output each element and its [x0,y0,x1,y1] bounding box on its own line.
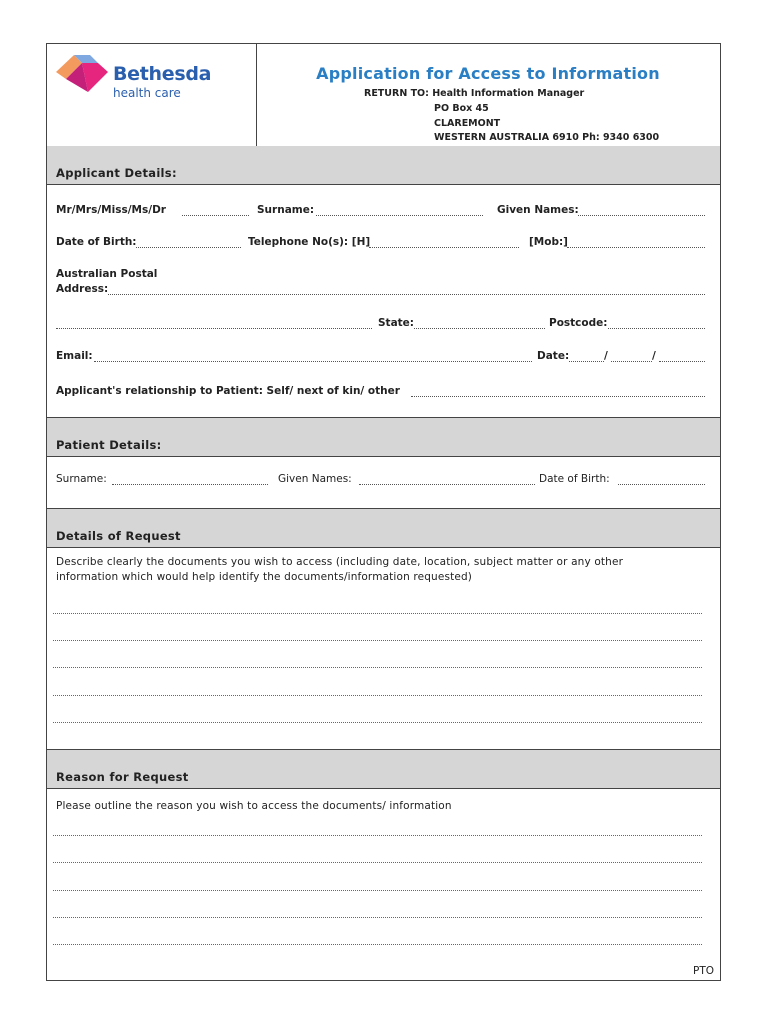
postcode-field[interactable] [608,317,705,329]
date-slash-2: / [652,350,656,362]
given-names-field[interactable] [578,204,705,216]
request-section-header [47,509,720,548]
request-line-4[interactable] [53,694,702,696]
request-line-1[interactable] [53,612,702,614]
date-slash-1: / [604,350,608,362]
request-line-2[interactable] [53,639,702,641]
dob-label: Date of Birth: [56,236,137,248]
relationship-label: Applicant's relationship to Patient: Self/ next of kin/ other [56,385,400,397]
dob-field[interactable] [136,236,241,248]
email-date-row [56,350,704,364]
date-day-field[interactable] [569,350,604,362]
state-phone-line: WESTERN AUSTRALIA 6910 Ph: 9340 6300 [434,132,660,143]
postal-address-line-2-field[interactable] [56,317,372,329]
patient-dob-field[interactable] [618,473,705,485]
patient-surname-field[interactable] [112,473,268,485]
reason-section-header [47,750,720,789]
request-instructions-line-2: information which would help identify the documents/information requested) [56,571,473,583]
postal-label-1: Australian Postal [56,268,158,280]
patient-given-names-field[interactable] [359,473,535,485]
reason-line-4[interactable] [53,916,702,918]
pto-label: PTO [692,965,714,977]
request-section-title: Details of Request [56,529,181,543]
logo-subtitle: health care [113,86,181,100]
applicant-section-header [47,146,720,185]
date-label: Date: [537,350,570,362]
mobile-field[interactable] [567,236,705,248]
state-postcode-row [56,317,704,331]
request-line-5[interactable] [53,721,702,723]
reason-line-2[interactable] [53,861,702,863]
postal-address-field[interactable] [108,283,705,295]
application-form [46,43,721,981]
reason-instructions: Please outline the reason you wish to access the documents/ information [56,800,452,812]
relationship-field[interactable] [411,385,705,397]
request-instructions [56,555,623,585]
telephone-home-field[interactable] [369,236,519,248]
form-title: Application for Access to Information [316,64,660,83]
logo-cell [47,44,257,146]
applicant-name-row [56,204,704,218]
patient-given-names-label: Given Names: [278,473,352,485]
patient-dob-label: Date of Birth: [539,473,610,485]
patient-surname-label: Surname: [56,473,107,485]
suburb-line: CLAREMONT [434,118,501,129]
telephone-label: Telephone No(s): [H] [248,236,371,248]
request-line-3[interactable] [53,666,702,668]
return-to-line: RETURN TO: Health Information Manager [364,88,585,99]
patient-section-header [47,418,720,457]
patient-row [56,473,704,487]
applicant-dob-row [56,236,704,250]
postal-label-row [56,268,704,282]
reason-line-3[interactable] [53,889,702,891]
date-month-field[interactable] [611,350,652,362]
relationship-row [56,385,704,399]
given-names-label: Given Names: [497,204,579,216]
bethesda-logo-icon [52,50,112,98]
mob-label: [Mob:] [529,236,568,248]
date-year-field[interactable] [659,350,705,362]
surname-field[interactable] [316,204,483,216]
reason-line-5[interactable] [53,943,702,945]
postal-label-2: Address: [56,283,109,295]
email-field[interactable] [94,350,532,362]
title-label: Mr/Mrs/Miss/Ms/Dr [56,204,166,216]
state-label: State: [378,317,415,329]
postcode-label: Postcode: [549,317,608,329]
po-box-line: PO Box 45 [434,103,489,114]
reason-section-title: Reason for Request [56,770,189,784]
email-label: Email: [56,350,93,362]
patient-section-title: Patient Details: [56,438,162,452]
form-header [47,44,720,147]
reason-line-1[interactable] [53,834,702,836]
applicant-section-title: Applicant Details: [56,166,177,180]
request-instructions-line-1: Describe clearly the documents you wish to access (including date, location, subject matter or any other [56,556,624,568]
postal-address-row [56,283,704,297]
logo-wordmark: Bethesda [113,63,212,85]
surname-label: Surname: [257,204,315,216]
title-field[interactable] [182,204,249,216]
state-field[interactable] [414,317,545,329]
